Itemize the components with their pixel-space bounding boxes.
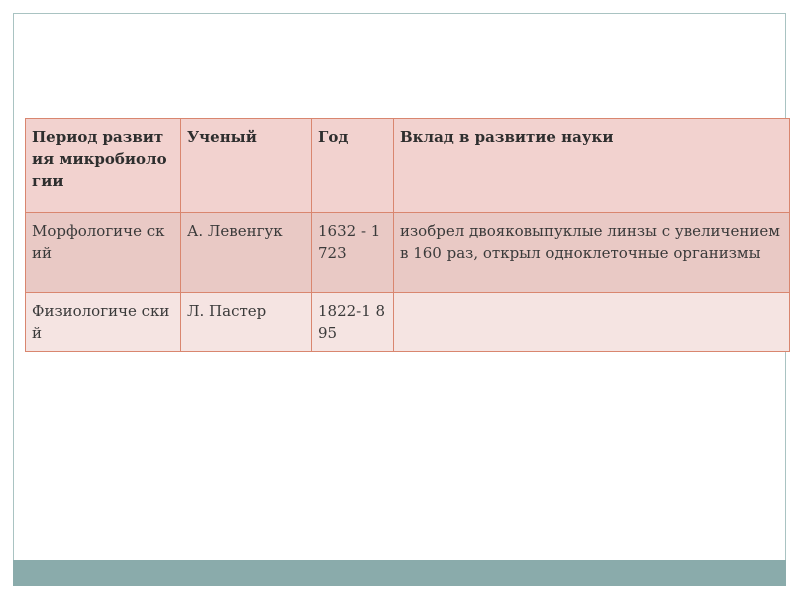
table-row bbox=[26, 293, 790, 352]
cell-contribution: изобрел двояковыпуклые линзы с увеличением в 160 раз, открыл одноклеточные организмы bbox=[394, 213, 790, 293]
cell-scientist: А. Левенгук bbox=[181, 213, 312, 293]
header-contribution: Вклад в развитие науки bbox=[394, 119, 790, 213]
footer-band bbox=[13, 560, 786, 586]
header-year: Год bbox=[312, 119, 394, 213]
cell-scientist: Л. Пастер bbox=[181, 293, 312, 352]
cell-year: 1632 - 1723 bbox=[312, 213, 394, 293]
header-period: Период развития микробиоло гии bbox=[26, 119, 181, 213]
table-row bbox=[26, 213, 790, 293]
microbiology-periods-table bbox=[25, 118, 790, 352]
cell-period: Физиологиче ский bbox=[26, 293, 181, 352]
table-header-row bbox=[26, 119, 790, 213]
header-scientist: Ученый bbox=[181, 119, 312, 213]
cell-period: Морфологиче ский bbox=[26, 213, 181, 293]
cell-contribution bbox=[394, 293, 790, 352]
cell-year: 1822-1 895 bbox=[312, 293, 394, 352]
